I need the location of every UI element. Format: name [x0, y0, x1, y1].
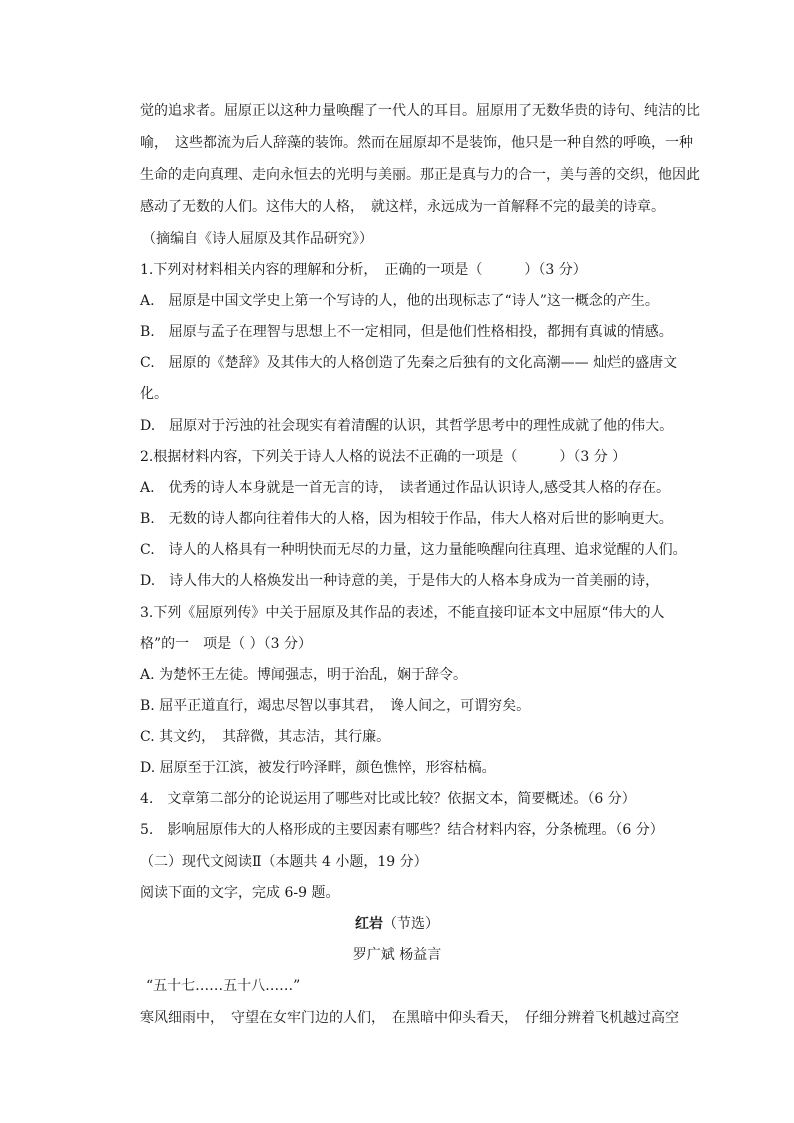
question-1-option-d: D. 屈原对于污浊的社会现实有着清醒的认识，其哲学思考中的理性成就了他的伟大。	[140, 418, 674, 434]
article-line-2: 寒风细雨中， 守望在女牢门边的人们， 在黑暗中仰头看天， 仔细分辨着飞机越过高空	[140, 1010, 679, 1026]
question-2-option-c: C. 诗人的人格具有一种明快而无尽的力量，这力量能唤醒向往真理、追求觉醒的人们。	[140, 542, 687, 558]
question-4: 4. 文章第二部分的论说运用了哪些对比或比较？依据文本，简要概述。（6 分）	[140, 791, 636, 807]
article-line-1: “五十七……五十八……”	[146, 978, 301, 994]
passage-line-4: 感动了无数的人们。这伟大的人格， 就这样，永远成为一首解释不完的最美的诗章。	[140, 199, 665, 215]
article-title-suffix: （节选）	[383, 916, 439, 932]
section-heading: （二）现代文阅读Ⅱ（本题共 4 小题，19 分）	[140, 854, 428, 870]
passage-line-1: 觉的追求者。屈原正以这种力量唤醒了一代人的耳目。屈原用了无数华贵的诗句、纯洁的比	[140, 103, 700, 119]
question-3-stem: 3.下列《屈原列传》中关于屈原及其作品的表述，不能直接印证本文中屈原“伟大的人	[140, 605, 665, 621]
article-authors: 罗广斌 杨益言	[352, 947, 442, 963]
article-title: 红岩	[355, 916, 383, 932]
passage-line-3: 生命的走向真理、走向永恒去的光明与美丽。那正是真与力的合一，美与善的交织，他因此	[140, 167, 700, 183]
question-2-stem: 2.根据材料内容，下列关于诗人人格的说法不正确的一项是（ ）（3 分 ）	[140, 449, 627, 465]
question-5: 5. 影响屈原伟大的人格形成的主要因素有哪些？结合材料内容，分条梳理。（6 分）	[140, 822, 664, 838]
question-1-option-a: A. 屈原是中国文学史上第一个写诗的人，他的出现标志了“诗人”这一概念的产生。	[140, 293, 659, 309]
question-1-option-c-cont: 化。	[140, 386, 168, 402]
question-2-option-a: A. 优秀的诗人本身就是一首无言的诗， 读者通过作品认识诗人,感受其人格的存在。	[140, 480, 671, 496]
question-3-option-a: A. 为楚怀王左徒。博闻强志，明于治乱，娴于辞令。	[140, 667, 468, 683]
question-3-option-b: B. 屈平正道直行，竭忠尽智以事其君， 谗人间之，可谓穷矣。	[140, 698, 531, 714]
question-3-option-c: C. 其文约， 其辞微，其志洁，其行廉。	[140, 729, 391, 745]
question-3-option-d: D. 屈原至于江滨，被发行吟泽畔，颜色憔悴，形容枯槁。	[140, 760, 496, 776]
article-title-line	[0, 914, 794, 934]
passage-line-2: 喻， 这些都流为后人辞藻的装饰。然而在屈原却不是装饰，他只是一种自然的呼唤，一种	[140, 135, 693, 151]
section-instruction: 阅读下面的文字，完成 6-9 题。	[140, 885, 340, 901]
question-1-option-b: B. 屈原与孟子在理智与思想上不一定相同，但是他们性格相投，都拥有真诚的情感。	[140, 324, 673, 340]
question-2-option-d: D. 诗人伟大的人格焕发出一种诗意的美，于是伟大的人格本身成为一首美丽的诗，	[140, 573, 660, 589]
question-3-stem-cont: 格”的一 项是（ ）（3 分）	[140, 636, 312, 652]
question-1-option-c: C. 屈原的《楚辞》及其伟大的人格创造了先秦之后独有的文化高潮—— 灿烂的盛唐文	[140, 355, 678, 371]
question-2-option-b: B. 无数的诗人都向往着伟大的人格，因为相较于作品，伟大人格对后世的影响更大。	[140, 511, 673, 527]
question-1-stem: 1.下列对材料相关内容的理解和分析， 正确的一项是（ ）（3 分）	[140, 262, 587, 278]
passage-source: （摘编自《诗人屈原及其作品研究》）	[142, 231, 373, 247]
